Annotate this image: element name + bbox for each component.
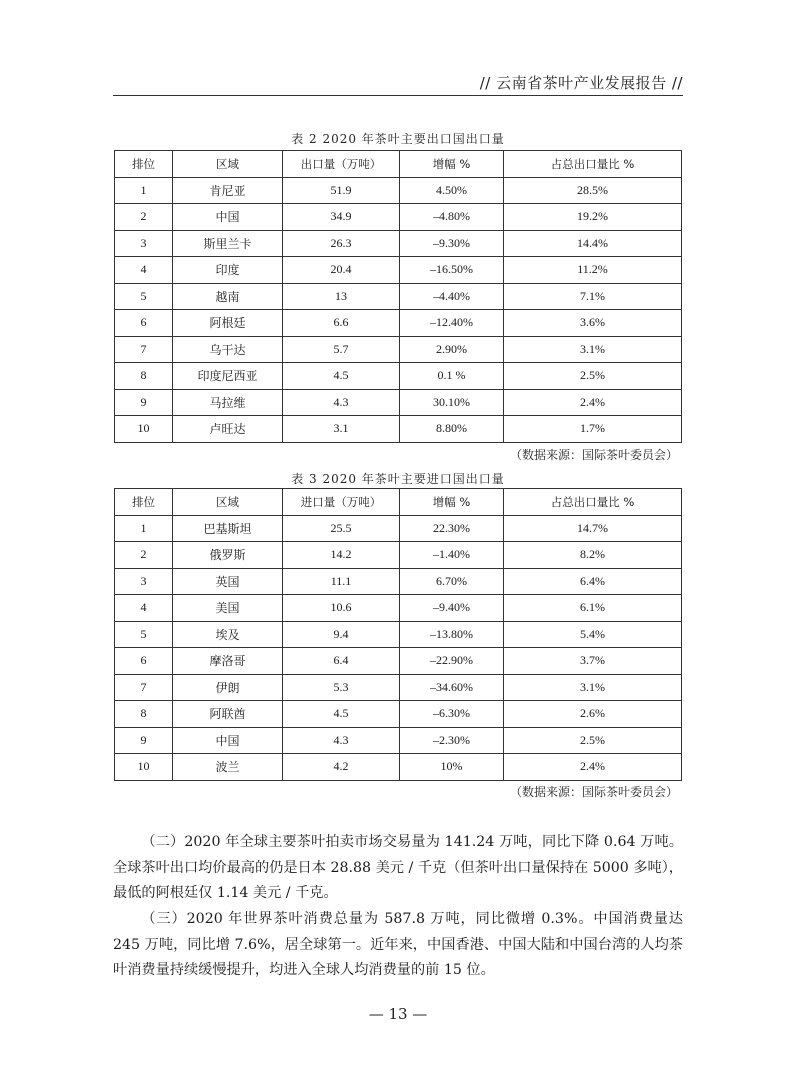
- table-header-row: [115, 151, 682, 178]
- table-cell: 5: [115, 283, 173, 310]
- table3-caption: 表 3 2020 年茶叶主要进口国出口量: [291, 472, 505, 486]
- table-cell: 6.70%: [400, 568, 504, 595]
- table-cell: 11.1: [283, 568, 400, 595]
- table-cell: 印度尼西亚: [173, 363, 283, 390]
- table-cell: 5.3: [283, 674, 400, 701]
- table2-source: （数据来源：国际茶叶委员会）: [509, 448, 678, 462]
- table-cell: 8.2%: [504, 542, 682, 569]
- table-cell: –9.40%: [400, 595, 504, 622]
- table-cell: –4.40%: [400, 283, 504, 310]
- column-header: 排位: [115, 151, 173, 178]
- table-cell: 波兰: [173, 754, 283, 781]
- table-cell: 26.3: [283, 230, 400, 257]
- table-cell: 马拉维: [173, 389, 283, 416]
- table-cell: 1: [115, 515, 173, 542]
- table-cell: 5.4%: [504, 621, 682, 648]
- table-cell: 1: [115, 177, 173, 204]
- table-cell: 14.2: [283, 542, 400, 569]
- table-cell: 10.6: [283, 595, 400, 622]
- table-cell: 14.7%: [504, 515, 682, 542]
- table-cell: 22.30%: [400, 515, 504, 542]
- table-cell: 2.90%: [400, 336, 504, 363]
- column-header: 区域: [173, 489, 283, 516]
- table-cell: 6.1%: [504, 595, 682, 622]
- table-cell: 3.1: [283, 416, 400, 443]
- table-cell: 3: [115, 230, 173, 257]
- table-cell: 3.6%: [504, 310, 682, 337]
- table-cell: 肯尼亚: [173, 177, 283, 204]
- column-header: 增幅 %: [400, 489, 504, 516]
- table-cell: 4.3: [283, 727, 400, 754]
- header-rule: [113, 95, 683, 96]
- table-row: [115, 389, 682, 416]
- table-row: [115, 674, 682, 701]
- table-cell: 4: [115, 257, 173, 284]
- table-cell: 摩洛哥: [173, 648, 283, 675]
- table-cell: 13: [283, 283, 400, 310]
- column-header: 增幅 %: [400, 151, 504, 178]
- table-cell: 2.5%: [504, 363, 682, 390]
- table-cell: –13.80%: [400, 621, 504, 648]
- table-cell: 3.1%: [504, 336, 682, 363]
- table-row: [115, 648, 682, 675]
- table2-caption: 表 2 2020 年茶叶主要出口国出口量: [291, 132, 505, 146]
- table-row: [115, 701, 682, 728]
- table-cell: 19.2%: [504, 204, 682, 231]
- table-cell: 28.5%: [504, 177, 682, 204]
- table-cell: 伊朗: [173, 674, 283, 701]
- table-cell: –16.50%: [400, 257, 504, 284]
- column-header: 进口量（万吨）: [283, 489, 400, 516]
- table-cell: 6.6: [283, 310, 400, 337]
- paragraph-auction: （二）2020 年全球主要茶叶拍卖市场交易量为 141.24 万吨，同比下降 0.64 万吨。全球茶叶出口均价最高的仍是日本 28.88 美元 / 千克（但茶叶出口量保持在 5000 多吨），最低的阿根廷仅 1.14 美元 / 千克。: [113, 834, 683, 901]
- table-cell: 7.1%: [504, 283, 682, 310]
- table-cell: 6.4%: [504, 568, 682, 595]
- table-cell: –6.30%: [400, 701, 504, 728]
- table-row: [115, 257, 682, 284]
- table-cell: –1.40%: [400, 542, 504, 569]
- column-header: 占总出口量比 %: [504, 151, 682, 178]
- table-cell: 1.7%: [504, 416, 682, 443]
- table-row: [115, 336, 682, 363]
- table-cell: 美国: [173, 595, 283, 622]
- table-cell: 7: [115, 336, 173, 363]
- table-cell: 9: [115, 389, 173, 416]
- table-cell: 4: [115, 595, 173, 622]
- table-cell: 斯里兰卡: [173, 230, 283, 257]
- running-header: // 云南省茶叶产业发展报告 //: [479, 74, 683, 92]
- table-cell: 9: [115, 727, 173, 754]
- table-cell: 51.9: [283, 177, 400, 204]
- paragraph-consumption: （三）2020 年世界茶叶消费总量为 587.8 万吨，同比微增 0.3%。中国消费量达 245 万吨，同比增 7.6%，居全球第一。近年来，中国香港、中国大陆和中国台湾的人均茶叶消费量持续缓慢提升，均进入全球人均消费量的前 15 位。: [113, 911, 683, 978]
- table-cell: 3.7%: [504, 648, 682, 675]
- table-cell: 2.6%: [504, 701, 682, 728]
- table-cell: 乌干达: [173, 336, 283, 363]
- table-cell: 10%: [400, 754, 504, 781]
- table-cell: 7: [115, 674, 173, 701]
- table-row: [115, 754, 682, 781]
- page-number: — 13 —: [368, 1005, 428, 1023]
- table-cell: 14.4%: [504, 230, 682, 257]
- table-cell: 4.50%: [400, 177, 504, 204]
- table-cell: 2.5%: [504, 727, 682, 754]
- table-cell: 英国: [173, 568, 283, 595]
- table-cell: 阿联酋: [173, 701, 283, 728]
- table-cell: 11.2%: [504, 257, 682, 284]
- table-cell: –34.60%: [400, 674, 504, 701]
- table-cell: 10: [115, 416, 173, 443]
- table-cell: 25.5: [283, 515, 400, 542]
- table-header-row: [115, 489, 682, 516]
- table-cell: 8: [115, 701, 173, 728]
- import-table: [114, 488, 682, 781]
- column-header: 排位: [115, 489, 173, 516]
- table-cell: 2: [115, 204, 173, 231]
- table-cell: 5.7: [283, 336, 400, 363]
- table-cell: 8: [115, 363, 173, 390]
- table-cell: 阿根廷: [173, 310, 283, 337]
- table-row: [115, 204, 682, 231]
- table-cell: –4.80%: [400, 204, 504, 231]
- table-row: [115, 595, 682, 622]
- table-row: [115, 310, 682, 337]
- table-row: [115, 230, 682, 257]
- table-cell: 巴基斯坦: [173, 515, 283, 542]
- table-cell: 印度: [173, 257, 283, 284]
- column-header: 区域: [173, 151, 283, 178]
- table-cell: 8.80%: [400, 416, 504, 443]
- table-cell: 埃及: [173, 621, 283, 648]
- table-row: [115, 727, 682, 754]
- table-cell: 中国: [173, 727, 283, 754]
- table-cell: –9.30%: [400, 230, 504, 257]
- table-cell: 10: [115, 754, 173, 781]
- column-header: 占总出口量比 %: [504, 489, 682, 516]
- table-cell: 5: [115, 621, 173, 648]
- table-cell: 俄罗斯: [173, 542, 283, 569]
- table-cell: 3: [115, 568, 173, 595]
- table-cell: 2: [115, 542, 173, 569]
- table-cell: –22.90%: [400, 648, 504, 675]
- table-cell: –2.30%: [400, 727, 504, 754]
- table-cell: 4.2: [283, 754, 400, 781]
- table-cell: 卢旺达: [173, 416, 283, 443]
- table-cell: 20.4: [283, 257, 400, 284]
- table-cell: 6.4: [283, 648, 400, 675]
- table-row: [115, 621, 682, 648]
- table-cell: 6: [115, 648, 173, 675]
- table-row: [115, 416, 682, 443]
- table-cell: 6: [115, 310, 173, 337]
- table-cell: 4.5: [283, 701, 400, 728]
- table-cell: 9.4: [283, 621, 400, 648]
- table-cell: 中国: [173, 204, 283, 231]
- table-cell: 0.1 %: [400, 363, 504, 390]
- table-cell: 越南: [173, 283, 283, 310]
- table-cell: 3.1%: [504, 674, 682, 701]
- table-row: [115, 283, 682, 310]
- table-cell: 2.4%: [504, 389, 682, 416]
- table-cell: –12.40%: [400, 310, 504, 337]
- column-header: 出口量（万吨）: [283, 151, 400, 178]
- table-cell: 2.4%: [504, 754, 682, 781]
- table-cell: 34.9: [283, 204, 400, 231]
- table-cell: 30.10%: [400, 389, 504, 416]
- table-cell: 4.3: [283, 389, 400, 416]
- table3-source: （数据来源：国际茶叶委员会）: [509, 785, 678, 799]
- table-row: [115, 568, 682, 595]
- table-row: [115, 363, 682, 390]
- table-row: [115, 542, 682, 569]
- table-row: [115, 177, 682, 204]
- export-table: [114, 150, 682, 443]
- table-row: [115, 515, 682, 542]
- table-cell: 4.5: [283, 363, 400, 390]
